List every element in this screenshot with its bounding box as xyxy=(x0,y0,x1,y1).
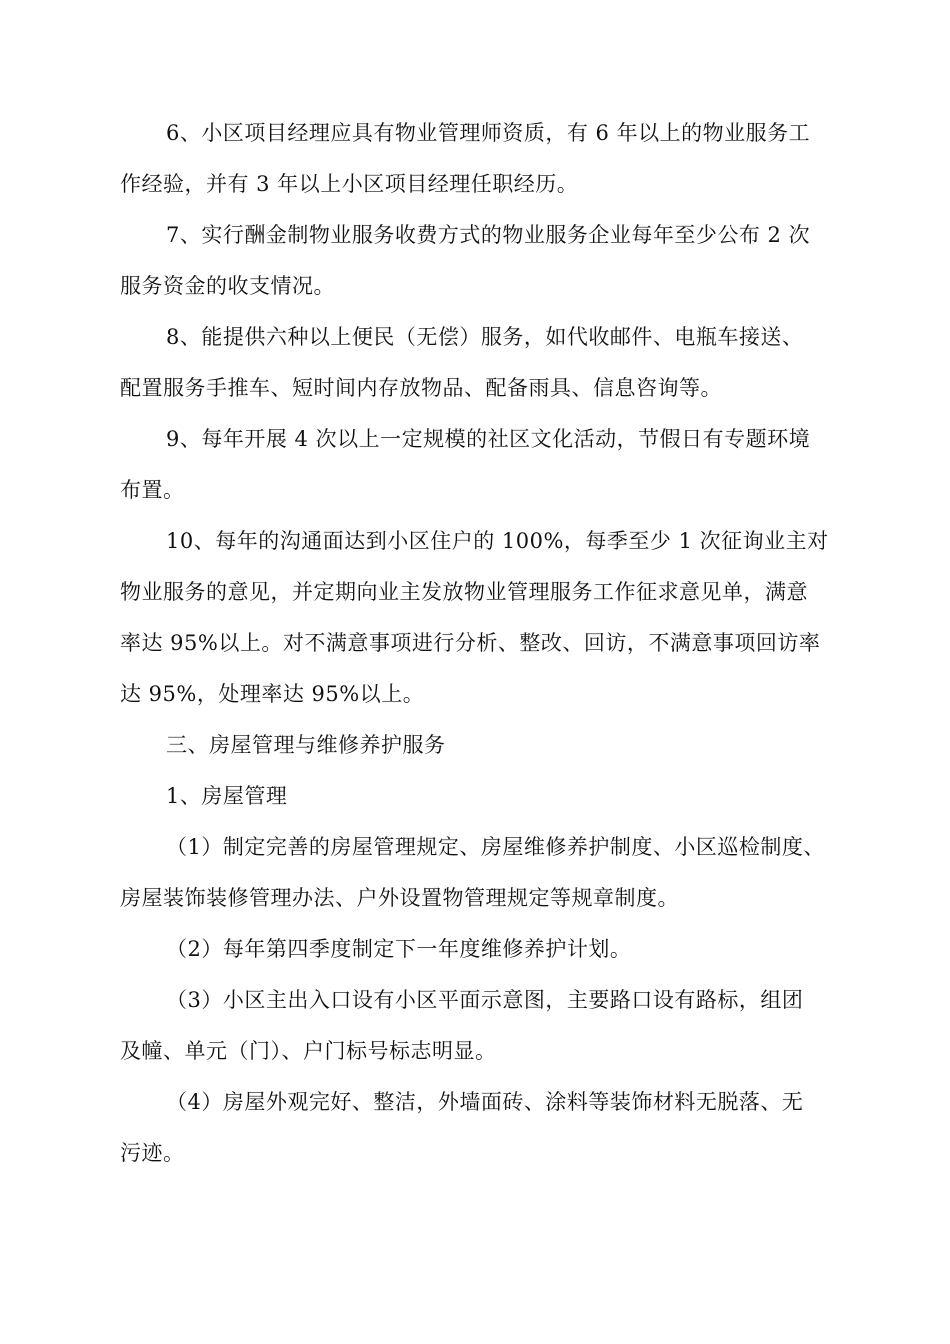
paragraph-item-sub-2 xyxy=(120,924,828,975)
paragraph-line: 及幢、单元（门）、户门标号标志明显。 xyxy=(120,1039,497,1063)
paragraph-line: 作经验，并有 3 年以上小区项目经理任职经历。 xyxy=(120,172,579,196)
paragraph-item-6 xyxy=(120,108,828,210)
paragraph-line: 8、能提供六种以上便民（无偿）服务，如代收邮件、电瓶车接送、 xyxy=(166,325,804,349)
paragraph-line: （3）小区主出入口设有小区平面示意图，主要路口设有路标，组团 xyxy=(166,988,804,1012)
paragraph-item-sub-4 xyxy=(120,1077,828,1179)
paragraph-line: 率达 95%以上。对不满意事项进行分析、整改、回访，不满意事项回访率 xyxy=(120,631,821,655)
paragraph-item-7 xyxy=(120,210,828,312)
paragraph-item-9 xyxy=(120,414,828,516)
paragraph-line: 服务资金的收支情况。 xyxy=(120,274,335,298)
paragraph-line: 10、每年的沟通面达到小区住户的 100%，每季至少 1 次征询业主对 xyxy=(166,529,829,553)
paragraph-item-8 xyxy=(120,312,828,414)
section-heading xyxy=(120,720,828,771)
paragraph-line: 配置服务手推车、短时间内存放物品、配备雨具、信息咨询等。 xyxy=(120,376,722,400)
paragraph-line: 7、实行酬金制物业服务收费方式的物业服务企业每年至少公布 2 次 xyxy=(166,223,811,247)
paragraph-line: 9、每年开展 4 次以上一定规模的社区文化活动，节假日有专题环境 xyxy=(166,427,811,451)
subsection-heading xyxy=(120,771,828,822)
subsection-heading-text: 1、房屋管理 xyxy=(166,784,288,808)
document-page xyxy=(120,108,828,1179)
section-heading-text: 三、房屋管理与维修养护服务 xyxy=(166,733,446,757)
paragraph-line: 污迹。 xyxy=(120,1141,185,1165)
paragraph-item-sub-1 xyxy=(120,822,828,924)
paragraph-line: （2）每年第四季度制定下一年度维修养护计划。 xyxy=(166,937,632,961)
paragraph-line: 物业服务的意见，并定期向业主发放物业管理服务工作征求意见单，满意 xyxy=(120,580,808,604)
paragraph-line: 房屋装饰装修管理办法、户外设置物管理规定等规章制度。 xyxy=(120,886,679,910)
paragraph-line: （1）制定完善的房屋管理规定、房屋维修养护制度、小区巡检制度、 xyxy=(166,835,825,859)
paragraph-item-sub-3 xyxy=(120,975,828,1077)
paragraph-line: 布置。 xyxy=(120,478,185,502)
paragraph-line: （4）房屋外观完好、整洁，外墙面砖、涂料等装饰材料无脱落、无 xyxy=(166,1090,804,1114)
paragraph-line: 达 95%，处理率达 95%以上。 xyxy=(120,682,425,706)
paragraph-line: 6、小区项目经理应具有物业管理师资质，有 6 年以上的物业服务工 xyxy=(166,121,811,145)
paragraph-item-10 xyxy=(120,516,828,720)
